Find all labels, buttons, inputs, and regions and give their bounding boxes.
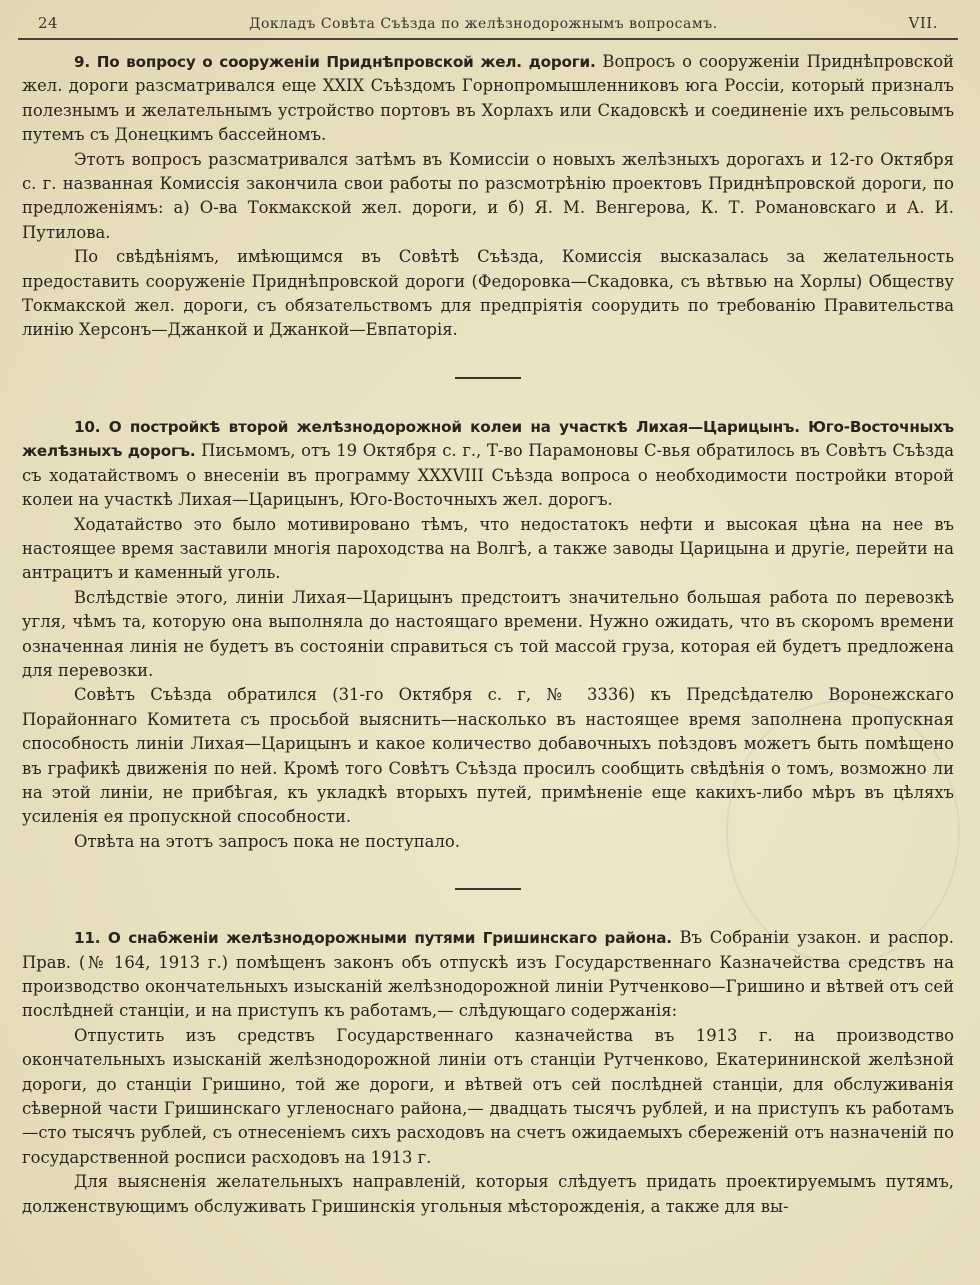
paragraph-text: Въ Собраніи узакон. и распор. Прав. (№ 164, 1913 г.) помѣщенъ законъ объ отпускѣ изъ Государственнаго Казначейства средствъ на производство окончательныхъ изысканій желѣзнодорожной линіи Рутченково—Гришино и вѣтвей отъ сей послѣдней станціи, и на приступъ къ работамъ,— слѣдующаго содержанія:	[22, 928, 954, 1021]
running-title: Докладъ Совѣта Съѣзда по желѣзнодорожнымъ вопросамъ.	[249, 16, 718, 32]
paragraph-text: Вопросъ о сооруженіи Приднѣпровской жел. дороги разсматривался еще XXIX Съѣздомъ Горнопромышленниковъ юга Россіи, который призналъ полезнымъ и желательнымъ устройство портовъ въ Хорлахъ или Скадовскѣ и соединеніе ихъ рельсовымъ путемъ съ Донецкимъ бассейномъ.	[22, 52, 954, 145]
paragraph: Совѣтъ Съѣзда обратился (31-го Октября с. г, № 3336) къ Предсѣдателю Воронежскаго Порайоннаго Комитета съ просьбой выяснить—насколько въ настоящее время заполнена пропускная способность линіи Лихая—Царицынъ и какое количество добавочныхъ поѣздовъ можетъ быть помѣщено въ графикѣ движенія по ней. Кромѣ того Совѣтъ Съѣзда просилъ сообщить свѣдѣнія о томъ, возможно ли на этой линіи, не прибѣгая, къ укладкѣ вторыхъ путей, примѣненіе еще какихъ-либо мѣръ въ цѣляхъ усиленія ея пропускной способности.	[22, 685, 954, 827]
paragraph	[22, 50, 954, 148]
section-divider	[455, 888, 521, 890]
section-heading: 10. О постройкѣ второй желѣзнодорожной колеи на участкѣ Лихая—Царицынъ. Юго-Восточныхъ желѣзныхъ дорогъ.	[22, 417, 954, 461]
paragraph: Вслѣдствіе этого, линіи Лихая—Царицынъ предстоитъ значительно большая работа по перевозкѣ угля, чѣмъ та, которую она выполняла до настоящаго времени. Нужно ожидать, что въ скоромъ времени означенная линія не будетъ въ состояніи справиться съ той массой груза, которая ей будетъ предложена для перевозки.	[22, 587, 954, 680]
section-heading: 9. По вопросу о сооруженіи Приднѣпровской жел. дороги.	[74, 53, 596, 71]
paragraph: Этотъ вопросъ разсматривался затѣмъ въ Комиссіи о новыхъ желѣзныхъ дорогахъ и 12-го Октября с. г. названная Комиссія закончила свои работы по разсмотрѣнію проектовъ Приднѣпровской дороги, по предложеніямъ: а) О-ва Токмакской жел. дороги, и б) Я. М. Венгерова, К. Т. Романовскаго и А. И. Путилова.	[22, 149, 954, 242]
paragraph: По свѣдѣніямъ, имѣющимся въ Совѣтѣ Съѣзда, Комиссія высказалась за желательность предоставить сооруженіе Приднѣпровской дороги (Федоровка—Скадовка, съ вѣтвью на Хорлы) Обществу Токмакской жел. дороги, съ обязательствомъ для предпріятія соорудить по требованію Правительства линію Херсонъ—Джанкой и Джанкой—Евпаторія.	[22, 247, 954, 340]
paragraph-text: Письмомъ, отъ 19 Октября с. г., Т-во Парамоновы С-вья обратилось въ Совѣтъ Съѣзда съ ходатайствомъ о внесеніи въ программу XXXVIII Съѣзда вопроса о необходимости постройки второй колеи на участкѣ Лихая—Царицынъ, Юго-Восточныхъ жел. дорогъ.	[22, 441, 954, 510]
section-11	[22, 926, 954, 1219]
page-number: 24	[38, 14, 59, 32]
paragraph	[22, 926, 954, 1024]
chapter-number: VII.	[908, 14, 938, 32]
section-divider	[455, 377, 521, 379]
paragraph	[22, 415, 954, 513]
section-heading: 11. О снабженіи желѣзнодорожными путями Гришинскаго района.	[74, 929, 672, 948]
paragraph: Отвѣта на этотъ запросъ пока не поступало.	[74, 831, 460, 851]
section-10	[22, 415, 954, 854]
paragraph: Ходатайство это было мотивировано тѣмъ, что недостатокъ нефти и высокая цѣна на нее въ настоящее время заставили многія пароходства на Волгѣ, а также заводы Царицына и другіе, перейти на антрацитъ и каменный уголь.	[22, 514, 954, 583]
paragraph: Отпустить изъ средствъ Государственнаго казначейства въ 1913 г. на производство окончательныхъ изысканій желѣзнодорожной линіи отъ станціи Рутченково, Екатерининской желѣзной дороги, до станціи Гришино, той же дороги, и вѣтвей отъ сей послѣдней станціи, для обслуживанія сѣверной части Гришинскаго угленоснаго района,— двадцать тысячъ рублей, и на приступъ къ работамъ—сто тысячъ рублей, съ отнесеніемъ сихъ расходовъ на счетъ ожидаемыхъ сбереженій отъ назначеній по государственной росписи расходовъ на 1913 г.	[22, 1025, 954, 1167]
document-body	[18, 50, 958, 1219]
section-9	[22, 50, 954, 343]
paragraph: Для выясненія желательныхъ направленій, которыя слѣдуетъ придать проектируемымъ путямъ, долженствующимъ обслуживать Гришинскія угольныя мѣсторожденія, а также для вы-	[22, 1172, 954, 1216]
running-header	[18, 14, 958, 40]
